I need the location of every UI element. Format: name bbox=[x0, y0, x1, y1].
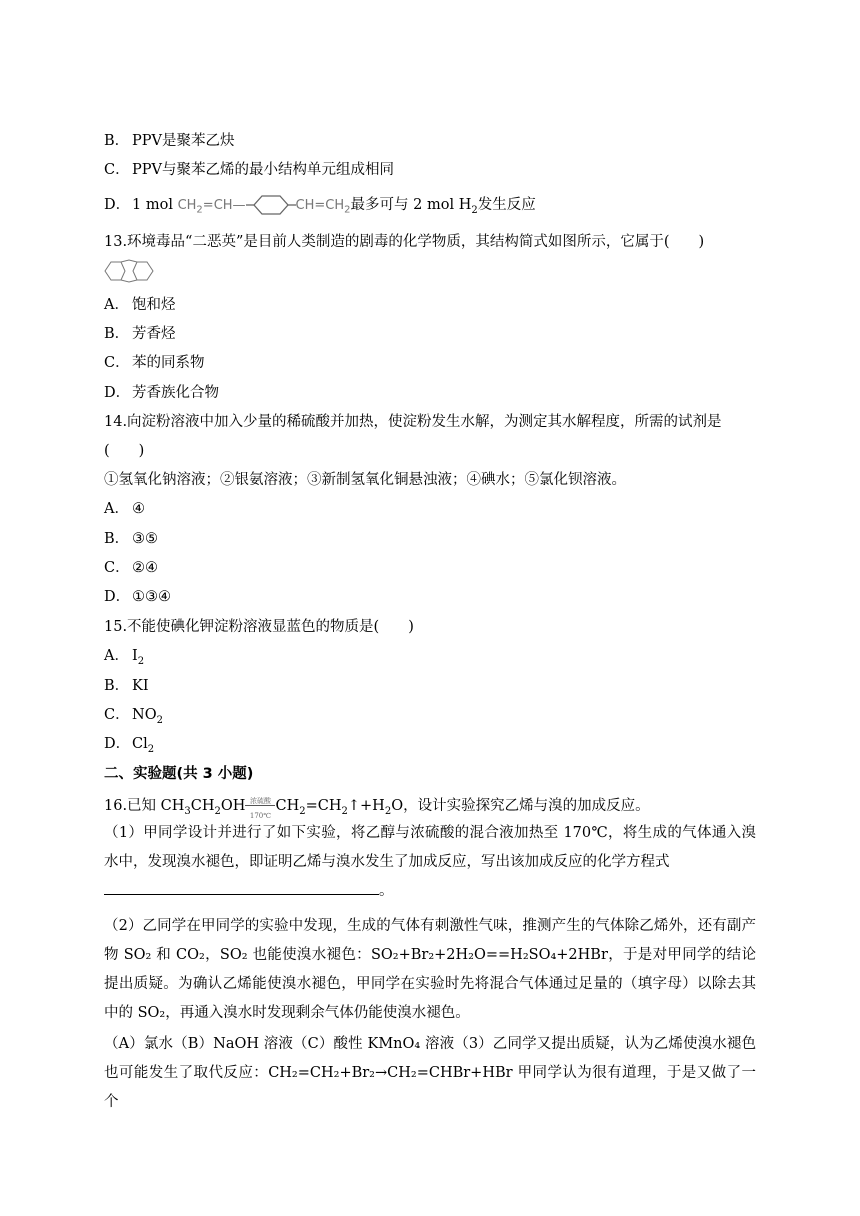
q16-part1-text: （1）甲同学设计并进行了如下实验，将乙醇与浓硫酸的混合液加热至 170℃，将生成的气体通入溴水中，发现溴水褪色，即证明乙烯与溴水发生了加成反应，写出该加成反应的化学方程式 bbox=[104, 825, 756, 870]
option-text: 饱和烃 bbox=[132, 297, 176, 313]
q14-option-b bbox=[104, 529, 158, 549]
option-text: ②④ bbox=[132, 560, 158, 576]
option-letter: D． bbox=[104, 385, 131, 401]
q16-part1-end: 。 bbox=[379, 883, 394, 899]
q12-option-d bbox=[104, 194, 536, 221]
condition-bottom: 170℃ bbox=[249, 812, 272, 820]
q13-option-d bbox=[104, 383, 219, 403]
q16-part3: （A）氯水（B）NaOH 溶液（C）酸性 KMnO₄ 溶液（3）乙同学又提出质疑，认为乙烯使溴水褪色也可能发生了取代反应：CH₂=CH₂+Br₂→CH₂=CHBr+HBr 甲同学认为很有道理，于是又做了一个 bbox=[104, 1036, 756, 1110]
q15-stem: 15.不能使碘化钾淀粉溶液显蓝色的物质是( ) bbox=[104, 619, 414, 635]
option-letter: B． bbox=[104, 326, 130, 342]
option-text: ①③④ bbox=[132, 589, 171, 605]
option-text: 苯的同系物 bbox=[132, 355, 205, 371]
option-text: Cl bbox=[132, 736, 148, 752]
option-letter: C． bbox=[104, 707, 130, 723]
q13-stem: 13.环境毒品“二恶英”是目前人类制造的剧毒的化学物质，其结构简式如图所示，它属于( ) bbox=[104, 234, 705, 250]
q15-option-c: C． $NO_2$ bbox=[104, 707, 163, 726]
benzene-ring-icon bbox=[246, 194, 296, 216]
q15-option-b bbox=[104, 676, 149, 696]
q14-option-a bbox=[104, 499, 145, 519]
option-text-pre: 1 mol bbox=[132, 197, 173, 213]
option-text: KI bbox=[132, 678, 149, 694]
divinylbenzene-formula-left: $CH_2=CH—$ bbox=[177, 198, 246, 216]
option-text: NO bbox=[132, 707, 157, 723]
option-text: PPV与聚苯乙烯的最小结构单元组成相同 bbox=[132, 162, 394, 178]
reaction-condition-arrow bbox=[245, 795, 275, 820]
option-letter: C． bbox=[104, 560, 130, 576]
q14-reagents: ①氢氧化钠溶液；②银氨溶液；③新制氢氧化铜悬浊液；④碘水；⑤氯化钡溶液。 bbox=[104, 472, 626, 488]
q14-option-c bbox=[104, 558, 158, 578]
q13-option-c bbox=[104, 353, 205, 373]
dioxin-structure-icon bbox=[103, 258, 155, 284]
option-text: I bbox=[132, 648, 138, 664]
option-letter: B． bbox=[104, 678, 130, 694]
q13-option-a bbox=[104, 295, 176, 315]
q15-option-d: D． $Cl_2$ bbox=[104, 736, 155, 755]
option-text: PPV是聚苯乙炔 bbox=[132, 133, 235, 149]
q13-option-b bbox=[104, 324, 176, 344]
option-letter: A． bbox=[104, 297, 129, 313]
q15-option-a: A． $I_2$ bbox=[104, 648, 145, 667]
option-letter: D． bbox=[104, 589, 131, 605]
option-letter: D． bbox=[104, 736, 131, 752]
divinylbenzene-formula-right: $CH=CH_2$ bbox=[295, 198, 351, 216]
q12-option-b bbox=[104, 131, 234, 151]
condition-top: 浓硫酸 bbox=[249, 797, 271, 805]
q14-stem-paren: ( ) bbox=[104, 443, 145, 459]
q16-part2: （2）乙同学在甲同学的实验中发现，生成的气体有刺激性气味，推测产生的气体除乙烯外，还有副产物 SO₂ 和 CO₂，SO₂ 也能使溴水褪色：SO₂+Br₂+2H₂O==H₂SO₄+2HBr，于是对甲同学的结论提出质疑。为确认乙烯能使溴水褪色，甲同学在实验时先将混合气体通过足量的（填字母）以除去其中的 SO₂，再通入溴水时发现剩余气体仍能使溴水褪色。 bbox=[104, 918, 756, 1021]
option-letter: A． bbox=[104, 648, 129, 664]
q16-stem: 16.已知 $CH_3CH_2OH$ 浓硫酸 170℃ $CH_2=CH_2↑+H_2O$，设计实验探究乙烯与溴的加成反应。 bbox=[104, 795, 650, 822]
option-letter: B． bbox=[104, 133, 130, 149]
option-text: 芳香族化合物 bbox=[132, 385, 219, 401]
option-letter: A． bbox=[104, 501, 129, 517]
option-letter: B． bbox=[104, 531, 130, 547]
q12-option-c bbox=[104, 160, 394, 180]
q14-stem: 14.向淀粉溶液中加入少量的稀硫酸并加热，使淀粉发生水解，为测定其水解程度，所需的试剂是 bbox=[104, 414, 722, 430]
section-heading: 二、实验题(共 3 小题) bbox=[104, 766, 254, 782]
option-text: 芳香烃 bbox=[132, 326, 176, 342]
option-text: ④ bbox=[132, 501, 145, 517]
answer-blank[interactable] bbox=[104, 880, 379, 895]
option-letter: C． bbox=[104, 162, 130, 178]
q16-part1 bbox=[104, 819, 756, 906]
option-letter: C． bbox=[104, 355, 130, 371]
option-text: ③⑤ bbox=[132, 531, 158, 547]
option-letter: D． bbox=[104, 197, 131, 213]
option-text-post: 最多可与 2 mol $H_2$发生反应 bbox=[350, 197, 536, 216]
q14-option-d bbox=[104, 587, 171, 607]
